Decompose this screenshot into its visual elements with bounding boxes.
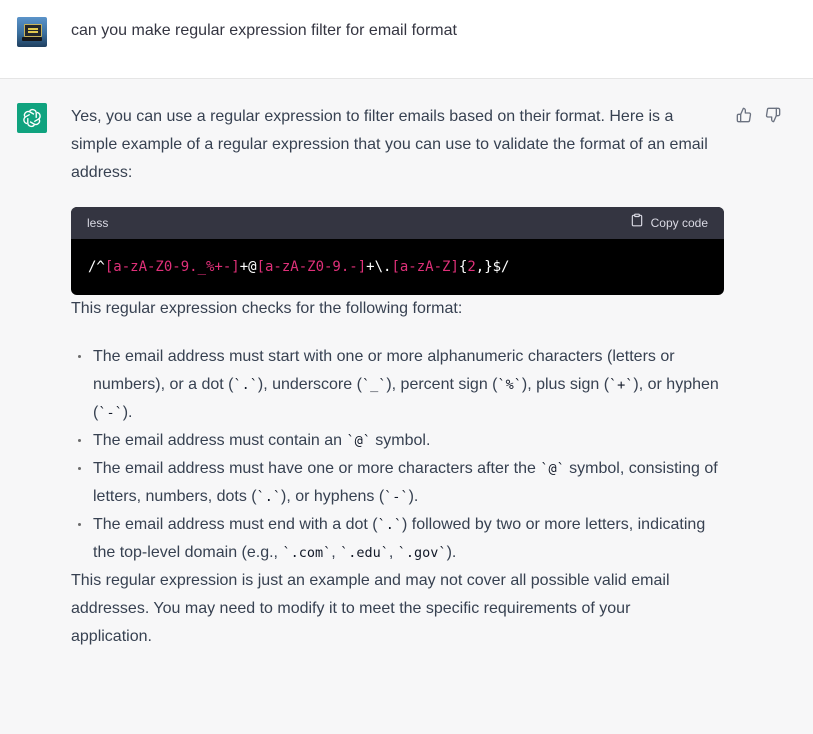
copy-code-label: Copy code: [650, 216, 708, 230]
rule-text: The email address must end with a dot (: [93, 516, 378, 533]
inline-code: `@`: [346, 433, 371, 449]
rule-text: ).: [446, 544, 457, 561]
rule-text: ) followed by two or more letters, indicating the top-level domain (e.g.,: [93, 516, 706, 561]
inline-code: `-`: [98, 405, 123, 421]
code-token: ,}$/: [475, 259, 510, 275]
inline-code: `.`: [256, 489, 282, 505]
rule-text: ), underscore (: [257, 376, 362, 393]
code-token: [a-zA-Z]: [391, 259, 459, 275]
rule-text: The email address must have one or more characters after the: [93, 460, 541, 477]
openai-logo-icon: [17, 103, 47, 133]
assistant-message-row: [0, 79, 813, 734]
checks-intro-text: This regular expression checks for the following format:: [71, 300, 463, 317]
rule-text: ,: [331, 544, 341, 561]
clipboard-icon: [630, 209, 644, 237]
rule-list-item: [71, 343, 727, 427]
rule-text: ), percent sign (: [386, 376, 498, 393]
outro-paragraph: This regular expression is just an example and may not cover all possible valid email addresses. You may need to modify it to meet the specific requirements of your application.: [71, 572, 670, 645]
rule-list-item: [71, 511, 727, 567]
inline-code: `.gov`: [397, 545, 447, 561]
thumbs-down-icon[interactable]: [765, 107, 781, 123]
rule-text: symbol, consisting of letters, numbers, dots (: [93, 460, 718, 505]
rule-list-item: [71, 455, 727, 511]
code-token: +@: [239, 259, 257, 275]
inline-code: `.com`: [282, 545, 332, 561]
user-message-text: can you make regular expression filter for email format: [71, 22, 457, 39]
inline-code: `%`: [497, 377, 522, 393]
inline-code: `@`: [540, 461, 565, 477]
inline-code: `.edu`: [340, 545, 389, 561]
rule-list-item: [71, 427, 727, 455]
code-token: 2: [467, 259, 476, 275]
user-avatar-computer-icon: [17, 17, 47, 47]
feedback-buttons: [736, 107, 781, 123]
code-token: +\.: [366, 259, 392, 275]
copy-code-button[interactable]: [630, 209, 708, 237]
rule-text: ).: [408, 488, 419, 505]
thumbs-up-icon[interactable]: [736, 107, 752, 123]
code-token: [a-zA-Z0-9._%+-]: [104, 259, 240, 275]
user-message-row: [0, 0, 813, 79]
rule-text: ), or hyphen (: [93, 376, 719, 421]
rule-text: ), plus sign (: [521, 376, 610, 393]
rule-text: ,: [388, 544, 398, 561]
code-token: /^: [88, 259, 105, 275]
inline-code: `.`: [233, 377, 258, 393]
code-token: [a-zA-Z0-9.-]: [256, 259, 367, 275]
rule-text: The email address must start with one or more alphanumeric characters (letters or numbers), or a dot (: [93, 348, 675, 393]
rule-text: ).: [122, 404, 133, 421]
code-language-label: less: [87, 216, 109, 230]
inline-code: `-`: [384, 489, 409, 505]
assistant-message-content: [71, 103, 731, 651]
rule-text: The email address must contain an: [93, 432, 347, 449]
rule-text: symbol.: [370, 432, 431, 449]
inline-code: `.`: [377, 517, 402, 533]
inline-code: `+`: [609, 377, 634, 393]
code-block-header: [71, 207, 724, 239]
code-token: {: [458, 259, 468, 275]
intro-paragraph: Yes, you can use a regular expression to filter emails based on their format. Here is a simple example of a regular expression that you can use to validate the format of an email address:: [71, 108, 708, 181]
rules-list: [71, 343, 731, 567]
inline-code: `_`: [361, 377, 387, 393]
code-content: [71, 239, 724, 295]
code-block: [71, 207, 724, 295]
rule-text: ), or hyphens (: [281, 488, 385, 505]
